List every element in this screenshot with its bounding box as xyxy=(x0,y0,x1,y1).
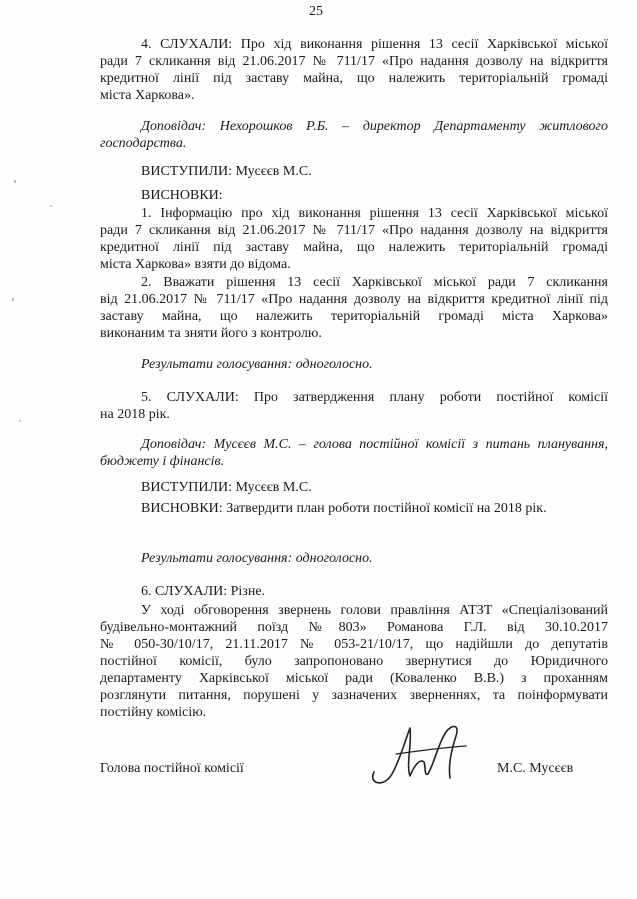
item6-heard-label: 6. СЛУХАЛИ: xyxy=(141,584,228,599)
item6-heard xyxy=(141,583,265,600)
item6-body-line1: У ході обговорення звернень голови правління АТЗТ «Спеціалізований xyxy=(141,603,608,618)
item6-body-line6: розглянути питання, порушені у зазначених зверненнях, та поінформувати xyxy=(100,688,608,703)
item4-speaker-line1: Доповідач: Нехорошков Р.Б. – директор Департаменту житлового xyxy=(141,119,608,134)
item4-heard-line1-text: Про хід виконання рішення 13 сесії Харківської міської xyxy=(240,37,609,52)
item5-heard-line1 xyxy=(141,389,608,406)
item6-body-line4: постійної комісії, було запропоновано звернутися до Юридичного xyxy=(100,654,608,669)
item4-conclusion1-line1: 1. Інформацію про хід виконання рішення 13 сесії Харківської міської xyxy=(141,206,608,221)
scan-speck xyxy=(19,420,21,422)
item4-spoke-text: Мусєєв М.С. xyxy=(235,164,312,179)
page-number: 25 xyxy=(309,4,323,19)
handwritten-signature xyxy=(366,714,476,794)
signature-name: М.С. Мусєєв xyxy=(497,761,574,776)
item4-heard-label: 4. СЛУХАЛИ: xyxy=(141,37,233,52)
scan-speck xyxy=(50,205,52,207)
item5-heard-label: 5. СЛУХАЛИ: xyxy=(141,390,239,405)
item5-heard-line2: на 2018 рік. xyxy=(100,407,170,422)
scan-speck xyxy=(12,298,14,301)
item4-conclusions-label: ВИСНОВКИ: xyxy=(141,188,223,203)
item4-vote: Результати голосування: одноголосно. xyxy=(141,357,373,372)
item4-spoke xyxy=(141,163,312,180)
item4-speaker-line2: господарства. xyxy=(100,136,187,151)
item6-body-line2: будівельно-монтажний поїзд №803» Романова Г.Л. від 30.10.2017 xyxy=(100,620,608,635)
item5-spoke-text: Мусєєв М.С. xyxy=(235,480,312,495)
item6-body-line7: постійну комісію. xyxy=(100,705,207,720)
item5-conclusions-label: ВИСНОВКИ: xyxy=(141,501,223,516)
item5-speaker-line1: Доповідач: Мусєєв М.С. – голова постійної комісії з питань планування, xyxy=(141,437,608,452)
item4-conclusion1-line2: ради 7 скликання від 21.06.2017 № 711/17 «Про надання дозволу на відкриття xyxy=(100,223,608,238)
item4-conclusion1-line4: міста Харкова» взяти до відома. xyxy=(100,257,291,272)
item5-conclusions xyxy=(141,500,547,517)
item4-conclusion1-line3: кредитної лінії під заставу майна, що належить територіальній громаді xyxy=(100,240,608,255)
item4-conclusion2-line2: від 21.06.2017 № 711/17 «Про надання дозволу на відкриття кредитної лінії під xyxy=(100,292,608,307)
signature-title: Голова постійної комісії xyxy=(100,761,244,776)
item4-conclusion2-line1: 2. Вважати рішення 13 сесії Харківської міської ради 7 скликання xyxy=(141,275,608,290)
item5-heard-line1-text: Про затвердження плану роботи постійної комісії xyxy=(253,390,608,405)
item4-spoke-label: ВИСТУПИЛИ: xyxy=(141,164,232,179)
item4-heard-line3: кредитної лінії під заставу майна, що належить територіальній громаді xyxy=(100,71,608,86)
item5-speaker-line2: бюджету і фінансів. xyxy=(100,454,225,469)
scan-speck xyxy=(14,180,16,183)
item4-conclusion2-line4: виконаним та зняти його з контролю. xyxy=(100,326,322,341)
item6-heard-text: Різне. xyxy=(230,584,266,599)
item6-body-line5: департаменту Харківської міської ради (Коваленко В.В.) з проханням xyxy=(100,671,608,686)
item6-body-line3: № 050-30/10/17, 21.11.2017 № 053-21/10/17, що надійшли до депутатів xyxy=(100,637,608,652)
item4-heard-line2: ради 7 скликання від 21.06.2017 № 711/17 «Про надання дозволу на відкриття xyxy=(100,54,608,69)
item4-heard-line4: міста Харкова». xyxy=(100,88,195,103)
item5-vote: Результати голосування: одноголосно. xyxy=(141,551,373,566)
item4-heard-line1 xyxy=(141,36,608,53)
item5-spoke-label: ВИСТУПИЛИ: xyxy=(141,480,232,495)
item5-spoke xyxy=(141,479,312,496)
item4-conclusion2-line3: заставу майна, що належить територіальній громаді міста Харкова» xyxy=(100,309,608,324)
item5-conclusions-text: Затвердити план роботи постійної комісії на 2018 рік. xyxy=(226,501,547,516)
